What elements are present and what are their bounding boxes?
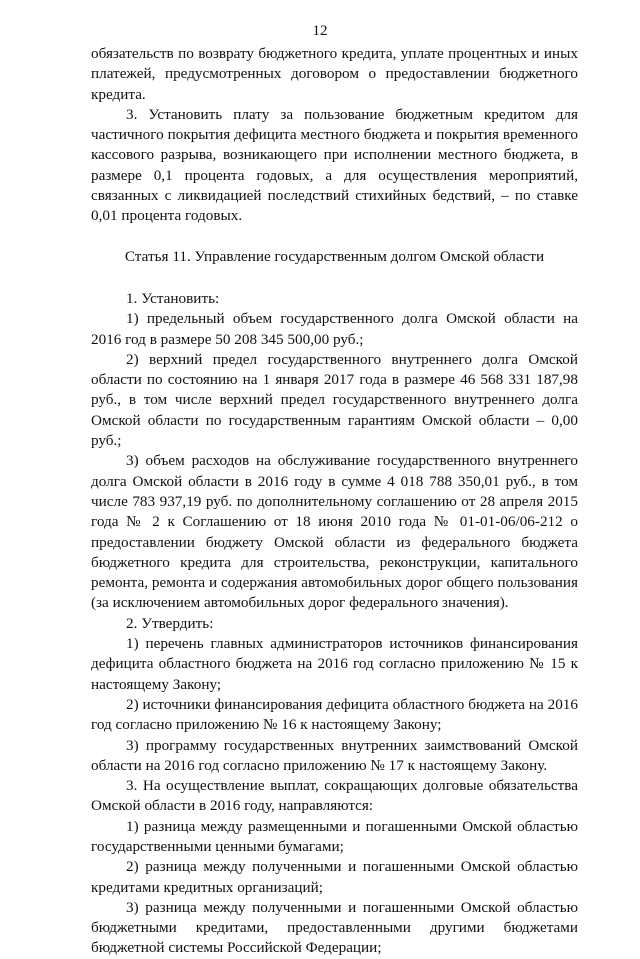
paragraph: 3. На осуществление выплат, сокращающих долговые обязательства Омской области в 2016 году, направляются: [91, 777, 578, 815]
paragraph: 1) перечень главных администраторов источников финансирования дефицита областного бюджета на 2016 год согласно приложению № 15 к настоящему Закону; [91, 635, 578, 693]
paragraph: 3) программу государственных внутренних заимствований Омской области на 2016 год согласно приложению № 17 к настоящему Закону. [91, 736, 578, 774]
paragraph: 2) верхний предел государственного внутреннего долга Омской области по состоянию на 1 января 2017 года в размере 46 568 331 187,98 руб., в том числе верхний предел государственного внутреннего долга Омской области по государственным гарантиям Омской области – 0,00 руб.; [91, 350, 578, 450]
paragraph: 1) разница между размещенными и погашенными Омской областью государственными ценными бумагами; [91, 817, 578, 855]
page-number: 12 [312, 23, 328, 39]
article-heading: Статья 11. Управление государственным долгом Омской области [124, 247, 545, 265]
paragraph: обязательств по возврату бюджетного кредита, уплате процентных и иных платежей, предусмотренных договором о предоставлении бюджетного кредита. [91, 45, 578, 103]
paragraph: 1) предельный объем государственного долга Омской области на 2016 год в размере 50 208 345 500,00 руб.; [91, 310, 578, 348]
paragraph: 3. Установить плату за пользование бюджетным кредитом для частичного покрытия дефицита местного бюджета и покрытия временного кассового разрыва, возникающего при исполнении местного бюджета, в размере 0,1 процента годовых, а для осуществления мероприятий, связанных с ликвидацией последствий стихийных бедствий, – по ставке 0,01 процента годовых. [91, 105, 578, 225]
paragraph: 2. Утвердить: [126, 614, 214, 632]
paragraph: 3) объем расходов на обслуживание государственного внутреннего долга Омской области в 2016 году в сумме 4 018 788 350,01 руб., в том числе 783 937,19 руб. по дополнительному соглашению от 28 апреля 2015 года № 2 к Соглашению от 18 июня 2010 года № 01-01-06/06-212 о предоставлении бюджету Омской области из федерального бюджета бюджетного кредита для строительства, реконструкции, капитального ремонта, ремонта и содержания автомобильных дорог общего пользования (за исключением автомобильных дорог федерального значения). [91, 452, 578, 612]
paragraph: 2) разница между полученными и погашенными Омской областью кредитами кредитных организаций; [91, 858, 578, 896]
paragraph: 1. Установить: [126, 289, 220, 307]
paragraph: 3) разница между полученными и погашенными Омской областью бюджетными кредитами, предоставленными другими бюджетами бюджетной системы Российской Федерации; [91, 898, 578, 957]
paragraph: 2) источники финансирования дефицита областного бюджета на 2016 год согласно приложению № 16 к настоящему Закону; [91, 695, 578, 734]
document-body [91, 44, 578, 959]
